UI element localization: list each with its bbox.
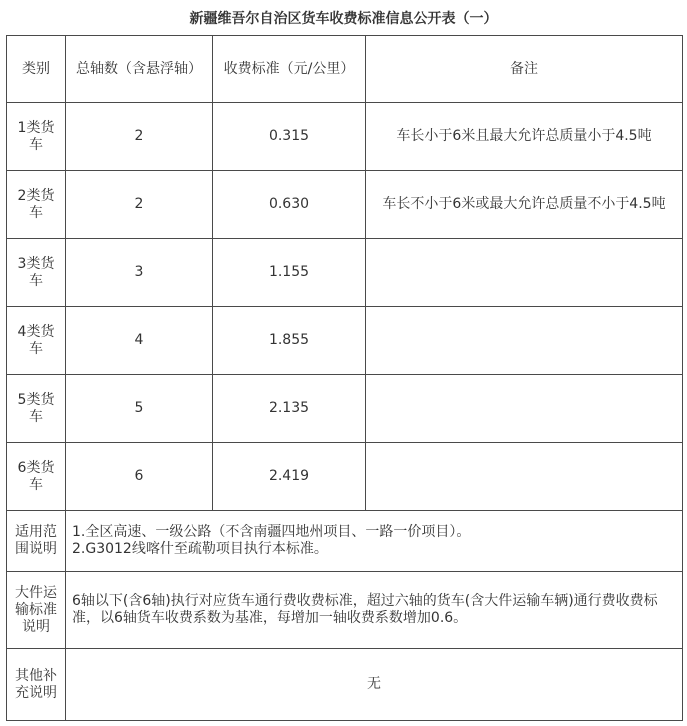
axles-cell: 4: [66, 307, 213, 375]
table-row: [7, 103, 683, 171]
large-transport-row: [7, 572, 683, 649]
category-cell: 1类货车: [7, 103, 66, 171]
truck-fee-table: [6, 35, 683, 721]
category-cell: 6类货车: [7, 443, 66, 511]
table-row: [7, 239, 683, 307]
header-remark: 备注: [366, 36, 683, 103]
rate-cell: 0.315: [213, 103, 366, 171]
axles-cell: 2: [66, 171, 213, 239]
remark-cell: [366, 375, 683, 443]
category-cell: 2类货车: [7, 171, 66, 239]
scope-text: [66, 511, 683, 572]
scope-row: [7, 511, 683, 572]
remark-cell: [366, 307, 683, 375]
rate-cell: 0.630: [213, 171, 366, 239]
remark-cell: [366, 443, 683, 511]
rate-cell: 2.419: [213, 443, 366, 511]
remark-cell: [366, 239, 683, 307]
table-header-row: [7, 36, 683, 103]
rate-cell: 2.135: [213, 375, 366, 443]
page-title: 新疆维吾尔自治区货车收费标准信息公开表（一）: [189, 11, 498, 27]
rate-cell: 1.155: [213, 239, 366, 307]
large-transport-label: 大件运输标准说明: [7, 572, 66, 649]
category-cell: 5类货车: [7, 375, 66, 443]
large-transport-text: 6轴以下(含6轴)执行对应货车通行费收费标准，超过六轴的货车(含大件运输车辆)通行费收费标准，以6轴货车收费系数为基准，每增加一轴收费系数增加0.6。: [66, 572, 683, 649]
other-notes-label: 其他补充说明: [7, 649, 66, 721]
header-axles: 总轴数（含悬浮轴）: [66, 36, 213, 103]
axles-cell: 2: [66, 103, 213, 171]
rate-cell: 1.855: [213, 307, 366, 375]
header-category: 类别: [7, 36, 66, 103]
scope-line-1: 1.全区高速、一级公路（不含南疆四地州项目、一路一价项目）。: [72, 524, 471, 540]
other-notes-text: 无: [66, 649, 683, 721]
axles-cell: 5: [66, 375, 213, 443]
category-cell: 4类货车: [7, 307, 66, 375]
table-row: [7, 307, 683, 375]
remark-cell: 车长不小于6米或最大允许总质量不小于4.5吨: [366, 171, 683, 239]
category-cell: 3类货车: [7, 239, 66, 307]
scope-label: 适用范围说明: [7, 511, 66, 572]
table-row: [7, 375, 683, 443]
axles-cell: 6: [66, 443, 213, 511]
header-rate: 收费标准（元/公里）: [213, 36, 366, 103]
table-row: [7, 443, 683, 511]
table-row: [7, 171, 683, 239]
scope-line-2: 2.G3012线喀什至疏勒项目执行本标准。: [72, 541, 328, 557]
other-notes-row: [7, 649, 683, 721]
remark-cell: 车长小于6米且最大允许总质量小于4.5吨: [366, 103, 683, 171]
axles-cell: 3: [66, 239, 213, 307]
